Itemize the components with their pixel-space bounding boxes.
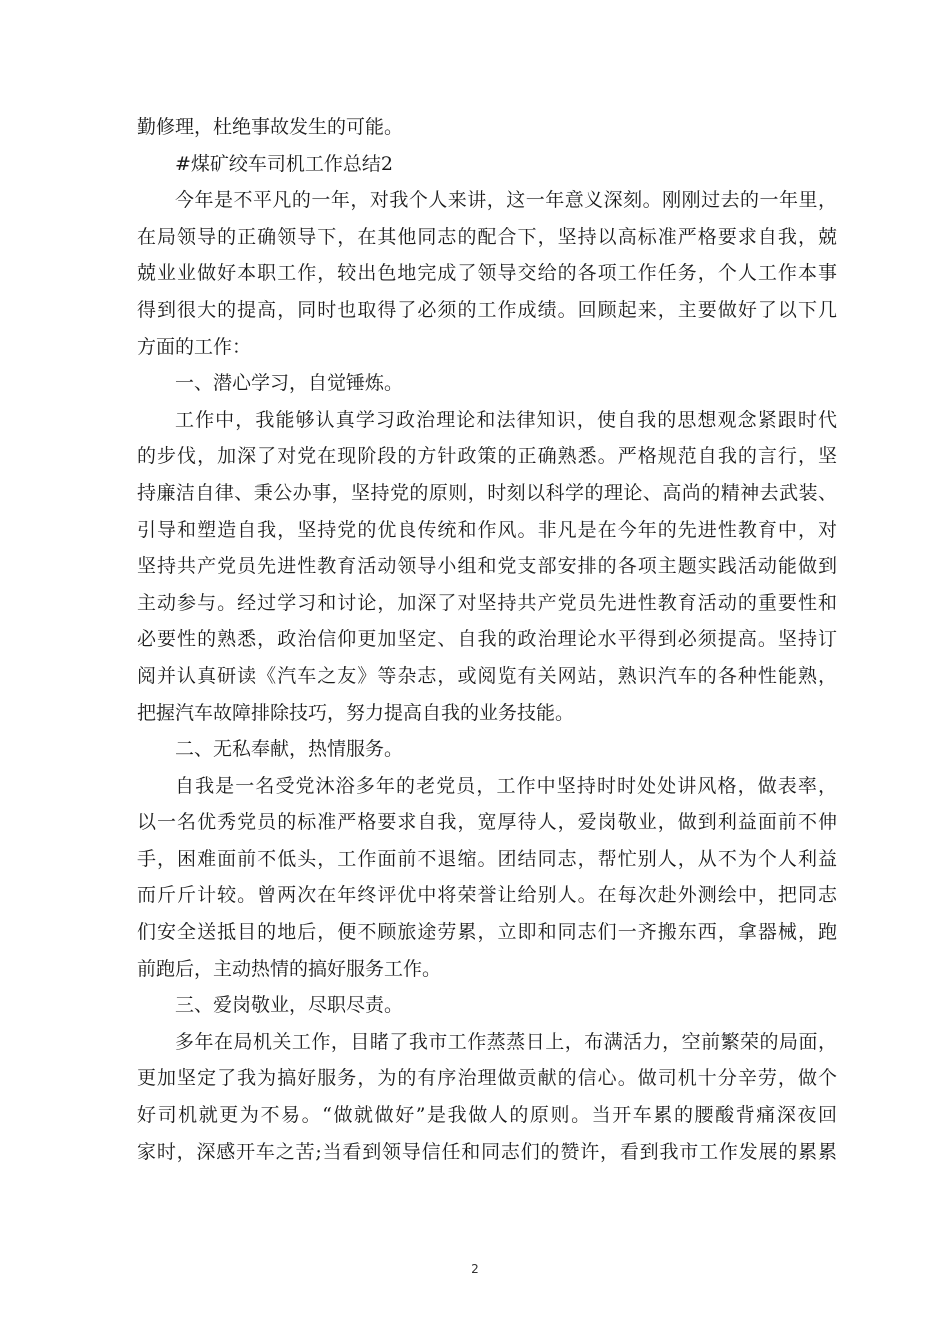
text-line: 在局领导的正确领导下，在其他同志的配合下，坚持以高标准严格要求自我，兢 bbox=[137, 225, 837, 248]
text-line: 的步伐，加深了对党在现阶段的方针政策的正确熟悉。严格规范自我的言行，坚 bbox=[137, 445, 837, 468]
text-line: 而斤斤计较。曾两次在年终评优中将荣誉让给别人。在每次赴外测绘中，把同志 bbox=[137, 884, 837, 907]
text-line: 工作中，我能够认真学习政治理论和法律知识，使自我的思想观念紧跟时代 bbox=[175, 408, 837, 431]
text-line: 更加坚定了我为搞好服务，为的有序治理做贡献的信心。做司机十分辛劳，做个 bbox=[137, 1067, 837, 1090]
text-line: 兢业业做好本职工作，较出色地完成了领导交给的各项工作任务，个人工作本事 bbox=[137, 262, 837, 285]
text-line: 持廉洁自律、秉公办事，坚持党的原则，时刻以科学的理论、高尚的精神去武装、 bbox=[137, 481, 837, 504]
text-line: #煤矿绞车司机工作总结2 bbox=[175, 152, 394, 175]
text-line: 好司机就更为不易。“做就做好”是我做人的原则。当开车累的腰酸背痛深夜回 bbox=[137, 1104, 837, 1127]
text-line: 家时，深感开车之苦;当看到领导信任和同志们的赞许，看到我市工作发展的累累 bbox=[137, 1140, 837, 1163]
text-line: 多年在局机关工作，目睹了我市工作蒸蒸日上，布满活力，空前繁荣的局面， bbox=[175, 1030, 837, 1053]
text-line: 前跑后，主动热情的搞好服务工作。 bbox=[137, 957, 442, 980]
text-line: 以一名优秀党员的标准严格要求自我，宽厚待人，爱岗敬业，做到利益面前不伸 bbox=[137, 811, 837, 834]
text-line: 必要性的熟悉，政治信仰更加坚定、自我的政治理论水平得到必须提高。坚持订 bbox=[137, 628, 837, 651]
text-line: 二、无私奉献，热情服务。 bbox=[175, 738, 404, 761]
text-line: 得到很大的提高，同时也取得了必须的工作成绩。回顾起来，主要做好了以下几 bbox=[137, 298, 837, 321]
text-line: 今年是不平凡的一年，对我个人来讲，这一年意义深刻。刚刚过去的一年里， bbox=[175, 189, 837, 212]
text-line: 自我是一名受党沐浴多年的老党员，工作中坚持时时处处讲风格，做表率， bbox=[175, 774, 837, 797]
document-body bbox=[137, 109, 837, 1170]
text-line: 主动参与。经过学习和讨论，加深了对坚持共产党员先进性教育活动的重要性和 bbox=[137, 591, 837, 614]
page-number: 2 bbox=[471, 1262, 479, 1276]
text-line: 引导和塑造自我，坚持党的优良传统和作风。非凡是在今年的先进性教育中，对 bbox=[137, 518, 837, 541]
text-line: 勤修理，杜绝事故发生的可能。 bbox=[137, 116, 404, 138]
text-line: 手，困难面前不低头，工作面前不退缩。团结同志，帮忙别人，从不为个人利益 bbox=[137, 847, 837, 870]
text-line: 们安全送抵目的地后，便不顾旅途劳累，立即和同志们一齐搬东西，拿器械，跑 bbox=[137, 921, 837, 944]
text-line: 一、潜心学习，自觉锤炼。 bbox=[175, 372, 404, 395]
text-line: 阅并认真研读《汽车之友》等杂志，或阅览有关网站，熟识汽车的各种性能熟， bbox=[137, 664, 837, 687]
text-line: 把握汽车故障排除技巧，努力提高自我的业务技能。 bbox=[137, 701, 575, 724]
text-line: 三、爱岗敬业，尽职尽责。 bbox=[175, 994, 404, 1017]
text-line: 方面的工作： bbox=[137, 335, 252, 358]
text-line: 坚持共产党员先进性教育活动领导小组和党支部安排的各项主题实践活动能做到 bbox=[137, 555, 837, 578]
